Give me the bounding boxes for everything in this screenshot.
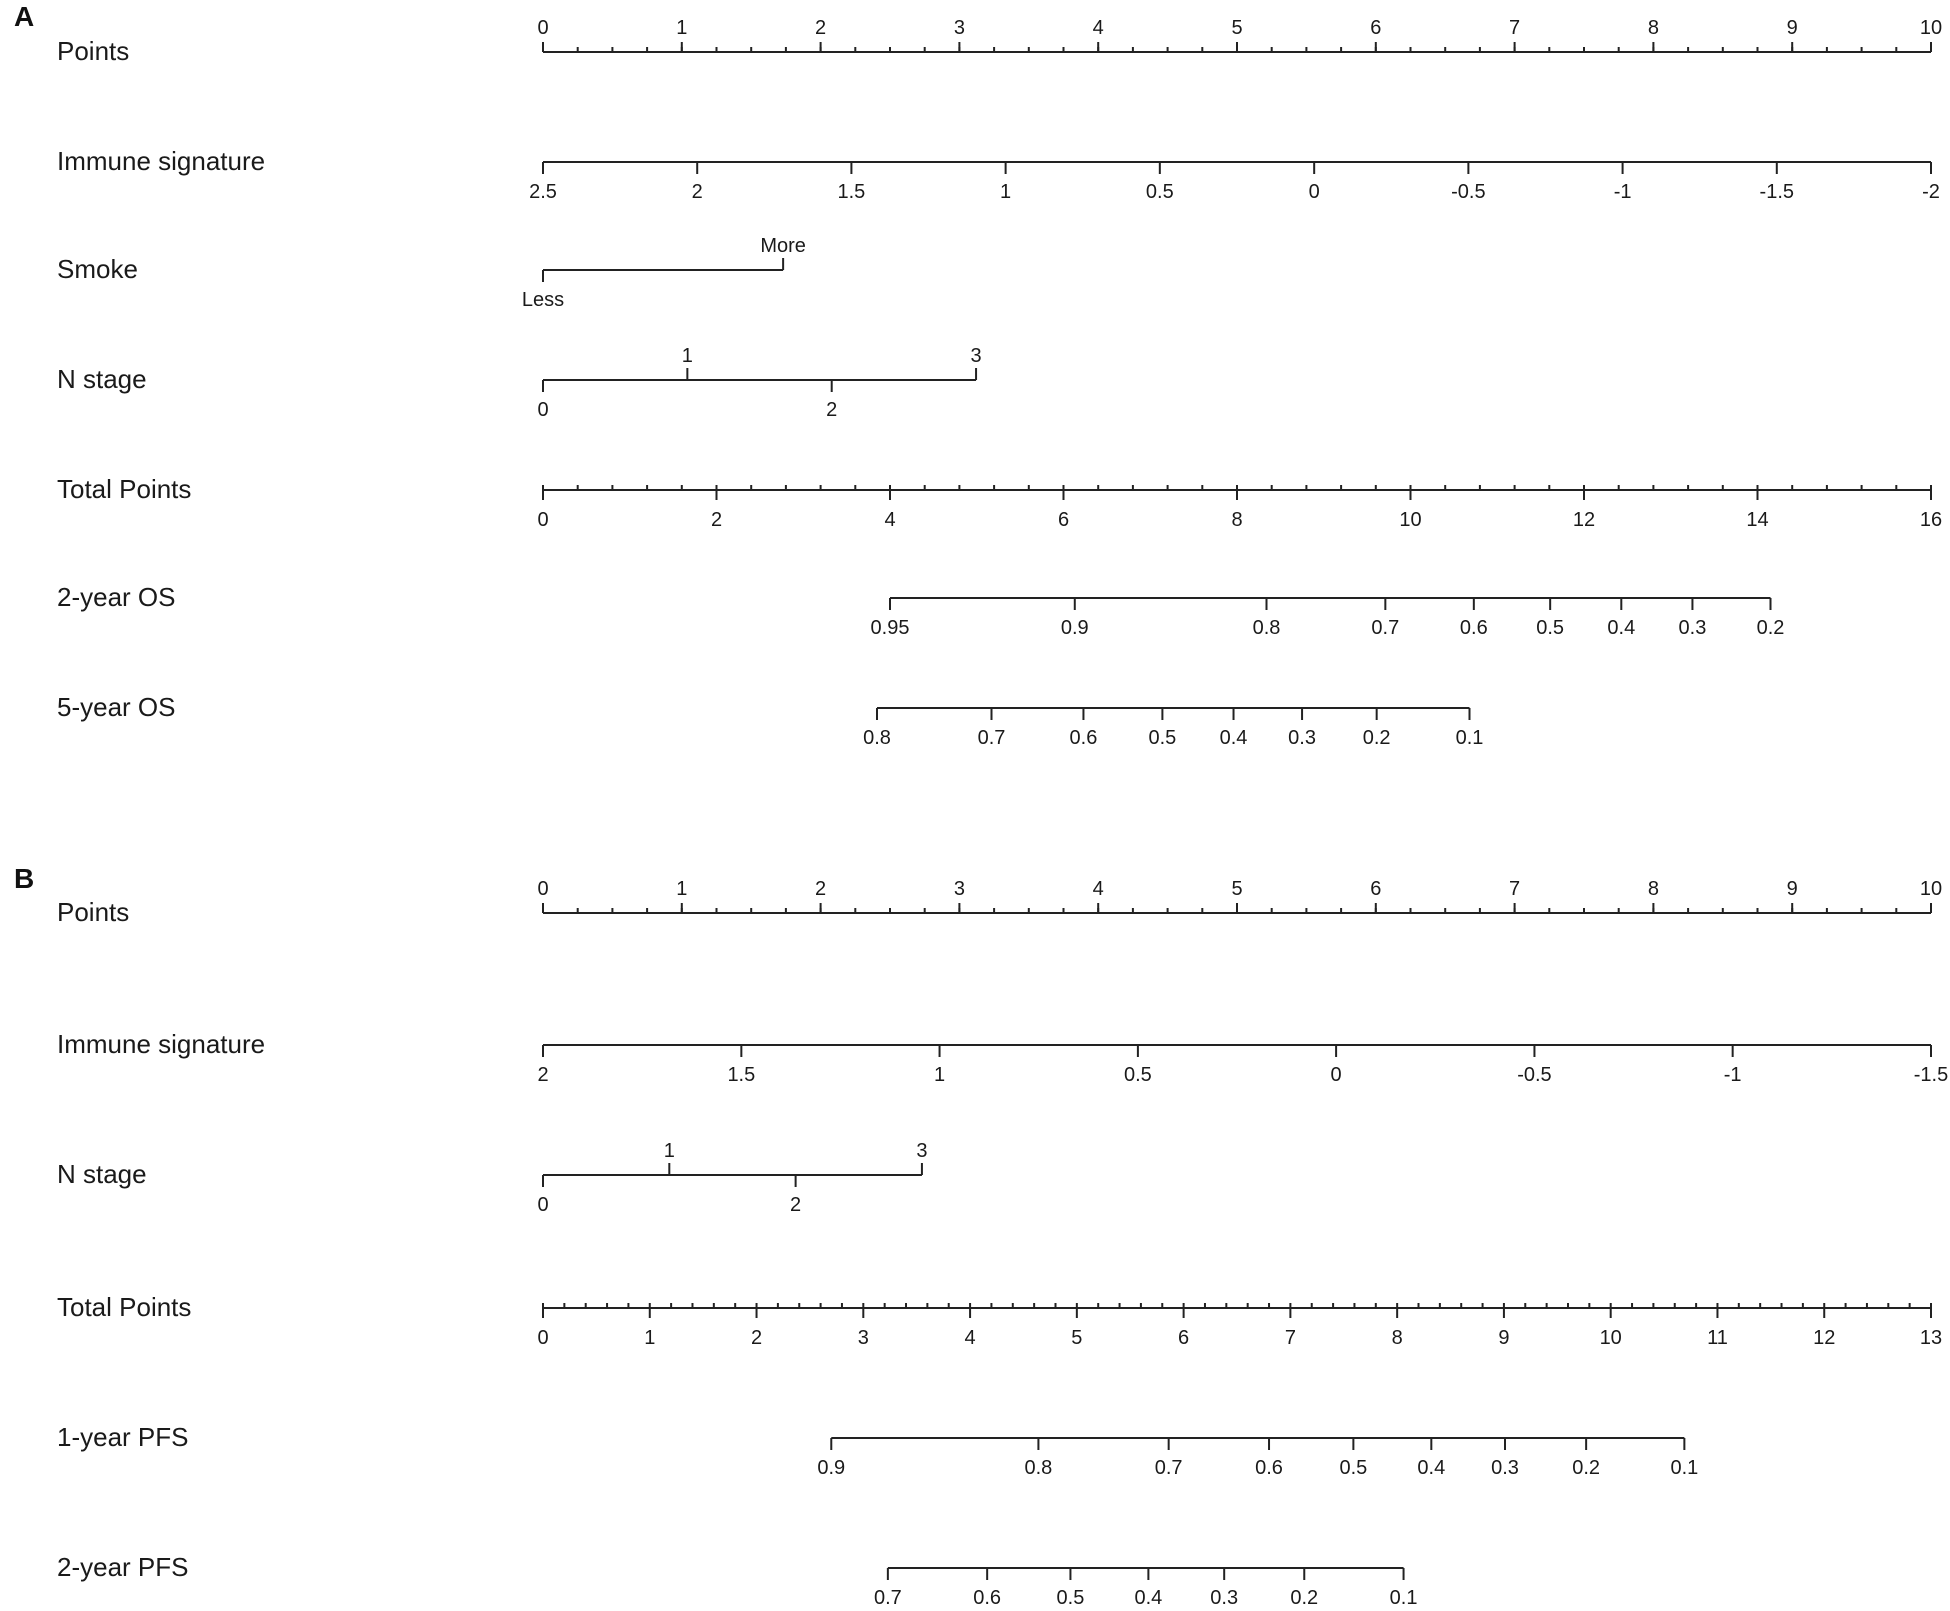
tick-label: 2 xyxy=(815,17,827,39)
tick-label: 2 xyxy=(750,1327,763,1349)
nomogram-row xyxy=(57,1029,1948,1086)
tick-label: 16 xyxy=(1919,509,1943,531)
tick-label: 0.5 xyxy=(1339,1457,1368,1479)
tick-label: 0.4 xyxy=(1134,1587,1163,1609)
tick-label: 3 xyxy=(916,1140,928,1162)
tick-label: 0.2 xyxy=(1290,1587,1319,1609)
row-label: Smoke xyxy=(57,254,138,284)
tick-label: 0 xyxy=(1330,1064,1342,1086)
tick-label: 4 xyxy=(884,509,896,531)
tick-label: 3 xyxy=(970,345,982,367)
tick-label: -1.5 xyxy=(1913,1064,1949,1086)
row-label: 2-year OS xyxy=(57,582,176,612)
tick-label: 0.5 xyxy=(1123,1064,1152,1086)
tick-label: 0.4 xyxy=(1417,1457,1446,1479)
tick-label: 13 xyxy=(1919,1327,1943,1349)
panel-letter: A xyxy=(14,1,35,32)
tick-label: 7 xyxy=(1284,1327,1296,1349)
nomogram-row xyxy=(57,1552,1417,1609)
nomogram-row xyxy=(57,1292,1942,1349)
tick-label: 8 xyxy=(1647,878,1659,900)
tick-label: 10 xyxy=(1919,878,1943,900)
tick-label: 9 xyxy=(1786,17,1798,39)
tick-label: 0.8 xyxy=(1252,617,1281,639)
tick-label: -1 xyxy=(1723,1064,1742,1086)
row-label: Total Points xyxy=(57,1292,192,1322)
nomogram-row xyxy=(57,1422,1698,1479)
row-label: N stage xyxy=(57,364,147,394)
nomogram-row xyxy=(57,878,1942,927)
tick-label: 1 xyxy=(933,1064,946,1086)
nomogram-row xyxy=(57,582,1784,639)
tick-label: 0.8 xyxy=(863,727,891,749)
tick-label: 3 xyxy=(857,1327,869,1349)
tick-label: 0.1 xyxy=(1389,1587,1418,1609)
tick-label: 0.9 xyxy=(817,1457,846,1479)
tick-label: 0.1 xyxy=(1455,727,1484,749)
row-label: 1-year PFS xyxy=(57,1422,189,1452)
tick-label: 0.5 xyxy=(1148,727,1177,749)
tick-label: 1.5 xyxy=(727,1064,756,1086)
tick-label: 1 xyxy=(663,1140,675,1162)
tick-label: 0 xyxy=(537,1194,549,1216)
tick-label: -1.5 xyxy=(1759,181,1795,203)
tick-label: 0 xyxy=(537,399,549,421)
row-label: Points xyxy=(57,897,130,927)
tick-label: 9 xyxy=(1786,878,1798,900)
tick-label: 0.5 xyxy=(1056,1587,1085,1609)
tick-label: 14 xyxy=(1746,509,1769,531)
tick-label: 6 xyxy=(1178,1327,1190,1349)
tick-label: 2 xyxy=(826,399,838,421)
tick-label: 1 xyxy=(681,345,693,367)
tick-label: 8 xyxy=(1391,1327,1403,1349)
tick-label: 0.9 xyxy=(1060,617,1089,639)
tick-label: 0.6 xyxy=(1255,1457,1283,1479)
tick-label: 12 xyxy=(1813,1327,1836,1349)
tick-label: 3 xyxy=(953,878,965,900)
row-label: 5-year OS xyxy=(57,692,176,722)
tick-label: 7 xyxy=(1509,17,1521,39)
tick-label: 0.3 xyxy=(1288,727,1316,749)
tick-label: 0.7 xyxy=(1371,617,1400,639)
row-label: Immune signature xyxy=(57,1029,266,1059)
tick-label: 0.4 xyxy=(1607,617,1636,639)
tick-label: 0.7 xyxy=(873,1587,902,1609)
tick-label: 1.5 xyxy=(837,181,866,203)
tick-label: 10 xyxy=(1599,1327,1622,1349)
tick-label: 0.5 xyxy=(1145,181,1174,203)
tick-label: 0.7 xyxy=(1154,1457,1183,1479)
row-label: Immune signature xyxy=(57,146,266,176)
tick-label: 6 xyxy=(1370,878,1382,900)
tick-label: -0.5 xyxy=(1451,181,1486,203)
row-label: 2-year PFS xyxy=(57,1552,189,1582)
tick-label: 9 xyxy=(1498,1327,1510,1349)
panel-letter: B xyxy=(14,863,35,894)
tick-label: 5 xyxy=(1071,1327,1083,1349)
tick-label: 2 xyxy=(710,509,723,531)
tick-label: 0.6 xyxy=(1459,617,1488,639)
tick-label: 1 xyxy=(676,878,688,900)
tick-label: 10 xyxy=(1399,509,1422,531)
tick-label: 1 xyxy=(676,17,688,39)
tick-label: 0.2 xyxy=(1756,617,1785,639)
tick-label: 1 xyxy=(1000,181,1012,203)
tick-label: -0.5 xyxy=(1517,1064,1552,1086)
panel-a xyxy=(14,1,1942,749)
tick-label: 0.95 xyxy=(870,617,910,639)
row-label: Total Points xyxy=(57,474,192,504)
tick-label: 0.3 xyxy=(1491,1457,1519,1479)
row-label: Points xyxy=(57,36,130,66)
nomogram-row xyxy=(57,17,1942,66)
tick-label: Less xyxy=(521,289,565,311)
tick-label: 4 xyxy=(1092,17,1104,39)
tick-label: 0.6 xyxy=(1069,727,1098,749)
tick-label: 0.5 xyxy=(1536,617,1565,639)
tick-label: 0 xyxy=(1308,181,1320,203)
tick-label: 5 xyxy=(1231,17,1243,39)
tick-label: 0 xyxy=(537,878,549,900)
tick-label: 0 xyxy=(537,17,549,39)
tick-label: 2 xyxy=(815,878,827,900)
nomogram-row xyxy=(57,146,1940,203)
tick-label: 8 xyxy=(1231,509,1243,531)
nomogram-row xyxy=(57,692,1483,749)
tick-label: 8 xyxy=(1647,17,1659,39)
tick-label: 0.8 xyxy=(1024,1457,1053,1479)
tick-label: 0.2 xyxy=(1362,727,1391,749)
tick-label: 6 xyxy=(1057,509,1070,531)
tick-label: 2 xyxy=(691,181,703,203)
nomogram-row xyxy=(57,1140,927,1216)
nomogram-row xyxy=(57,235,806,311)
tick-label: -2 xyxy=(1922,181,1940,203)
tick-label: 0.4 xyxy=(1219,727,1248,749)
tick-label: 0 xyxy=(537,509,549,531)
tick-label: 0.7 xyxy=(977,727,1006,749)
tick-label: 0.1 xyxy=(1670,1457,1699,1479)
tick-label: 0.2 xyxy=(1572,1457,1601,1479)
tick-label: 0 xyxy=(537,1327,549,1349)
panel-b xyxy=(14,863,1948,1609)
tick-label: 2 xyxy=(790,1194,802,1216)
tick-label: 0.3 xyxy=(1678,617,1707,639)
tick-label: -1 xyxy=(1613,181,1632,203)
tick-label: 1 xyxy=(644,1327,656,1349)
tick-label: 0.3 xyxy=(1210,1587,1239,1609)
nomogram-row xyxy=(57,474,1942,531)
tick-label: 12 xyxy=(1572,509,1596,531)
tick-label: 4 xyxy=(964,1327,976,1349)
tick-label: 0.6 xyxy=(973,1587,1002,1609)
tick-label: 2 xyxy=(537,1064,549,1086)
row-label: N stage xyxy=(57,1159,147,1189)
tick-label: 10 xyxy=(1919,17,1943,39)
tick-label: 6 xyxy=(1370,17,1382,39)
tick-label: 4 xyxy=(1092,878,1104,900)
tick-label: More xyxy=(760,235,806,257)
tick-label: 2.5 xyxy=(529,181,557,203)
nomogram-row xyxy=(57,345,982,421)
tick-label: 3 xyxy=(953,17,965,39)
tick-label: 11 xyxy=(1707,1327,1728,1349)
tick-label: 5 xyxy=(1231,878,1243,900)
tick-label: 7 xyxy=(1509,878,1521,900)
